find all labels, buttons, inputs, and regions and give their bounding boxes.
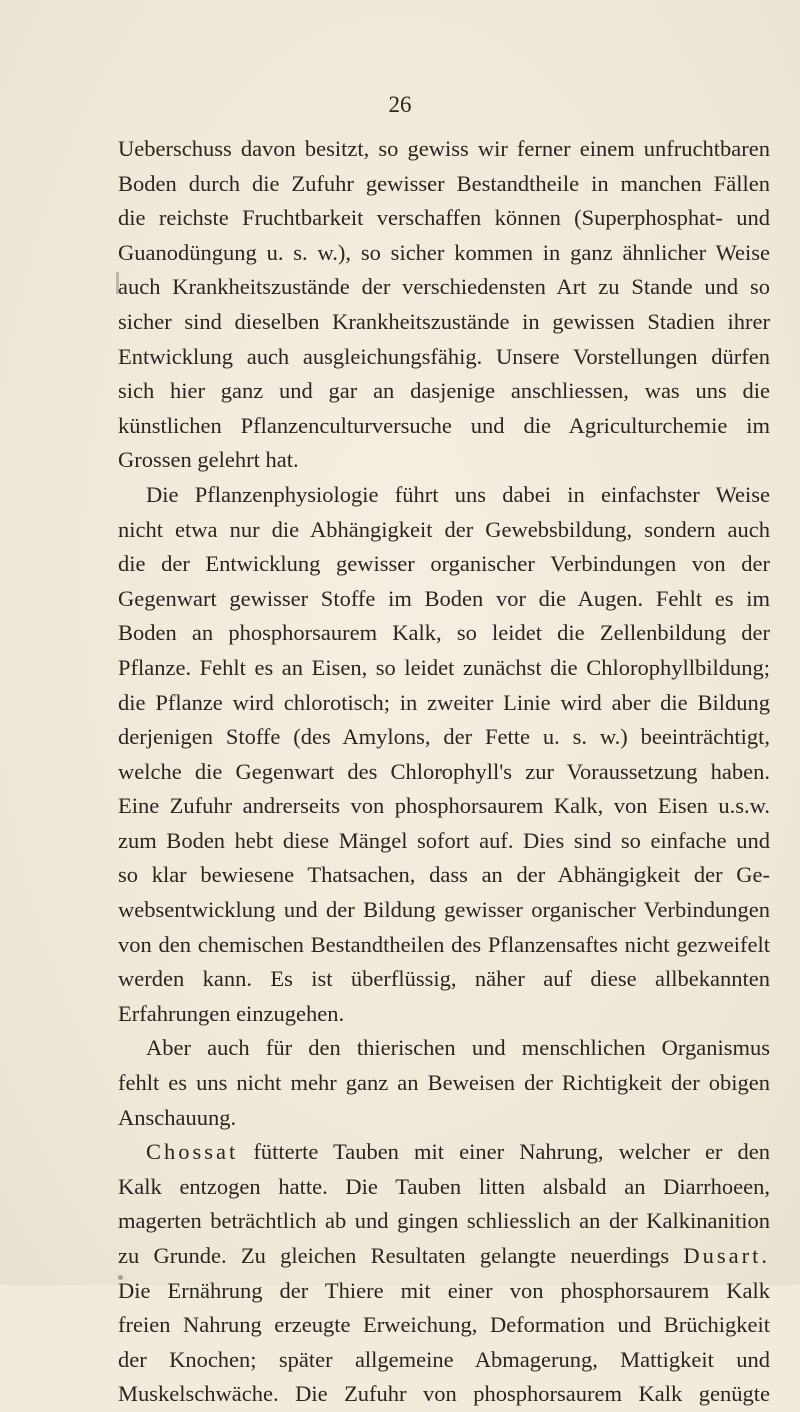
text-line: so klar bewiesene Thatsachen, dass an der Abhängigkeit der Ge- bbox=[118, 862, 770, 888]
text-line: Entwicklung auch ausgleichungsfähig. Unsere Vorstellungen dürfen bbox=[118, 343, 770, 369]
text-line: Boden durch die Zufuhr gewisser Bestandtheile in manchen Fällen bbox=[118, 170, 770, 196]
text-line: Anschauung. bbox=[118, 1104, 237, 1130]
text-line: welche die Gegenwart des Chlorophyll's zur Voraussetzung haben. bbox=[118, 758, 770, 784]
text-line: der Knochen; später allgemeine Abmagerung, Mattigkeit und bbox=[118, 1346, 770, 1372]
text-line: künstlichen Pflanzenculturversuche und die Agriculturchemie im bbox=[118, 412, 770, 438]
text-line: magerten beträchtlich ab und gingen schliesslich an der Kalkinanition bbox=[118, 1208, 770, 1234]
text-line bbox=[118, 1135, 770, 1170]
text-line: Eine Zufuhr andrerseits von phosphorsaurem Kalk, von Eisen u.s.w. bbox=[118, 793, 770, 819]
text-line bbox=[118, 1239, 770, 1274]
text-line: Die Pflanzenphysiologie führt uns dabei in einfachster Weise bbox=[146, 481, 770, 507]
text-line: zum Boden hebt diese Mängel sofort auf. Dies sind so einfache und bbox=[118, 827, 770, 853]
text-line: sich hier ganz und gar an dasjenige anschliessen, was uns die bbox=[118, 378, 770, 404]
text-line: Die Ernährung der Thiere mit einer von phosphorsaurem Kalk bbox=[118, 1277, 770, 1303]
text-line: Erfahrungen einzugehen. bbox=[118, 1000, 345, 1026]
text-line: Kalk entzogen hatte. Die Tauben litten alsbald an Diarrhoeen, bbox=[118, 1173, 770, 1199]
text-line: Guanodüngung u. s. w.), so sicher kommen in ganz ähnlicher Weise bbox=[118, 239, 770, 265]
text-line: werden kann. Es ist überflüssig, näher auf diese allbekannten bbox=[118, 966, 770, 992]
text-line: von den chemischen Bestandtheilen des Pflanzensaftes nicht gezweifelt bbox=[118, 931, 770, 957]
text-line: die der Entwicklung gewisser organischer Verbindungen von der bbox=[118, 551, 770, 577]
text-line-start: zu Grunde. Zu gleichen Resultaten gelangte neuerdings bbox=[118, 1243, 670, 1268]
text-line: Muskelschwäche. Die Zufuhr von phosphorsaurem Kalk genügte bbox=[118, 1381, 770, 1407]
text-line: derjenigen Stoffe (des Amylons, der Fette u. s. w.) beeinträchtigt, bbox=[118, 724, 770, 750]
text-line: auch Krankheitszustände der verschiedensten Art zu Stande und so bbox=[118, 274, 770, 300]
author-name-dusart: Dusart. bbox=[683, 1243, 770, 1268]
text-line: Aber auch für den thierischen und menschlichen Organismus bbox=[146, 1035, 770, 1061]
text-line: Boden an phosphorsaurem Kalk, so leidet die Zellenbildung der bbox=[118, 620, 770, 646]
text-line: Grossen gelehrt hat. bbox=[118, 447, 299, 473]
text-line: die Pflanze wird chlorotisch; in zweiter Linie wird aber die Bildung bbox=[118, 689, 770, 715]
body-text bbox=[118, 132, 770, 1412]
text-line: freien Nahrung erzeugte Erweichung, Deformation und Brüchigkeit bbox=[118, 1312, 770, 1338]
text-line: Pflanze. Fehlt es an Eisen, so leidet zunächst die Chlorophyllbildung; bbox=[118, 654, 770, 680]
text-line-remainder: fütterte Tauben mit einer Nahrung, welcher er den bbox=[253, 1139, 771, 1165]
author-name-chossat: Chossat bbox=[146, 1139, 239, 1165]
page-number: 26 bbox=[388, 92, 412, 117]
text-line: fehlt es uns nicht mehr ganz an Beweisen der Richtigkeit der obigen bbox=[118, 1070, 770, 1096]
text-line: Gegenwart gewisser Stoffe im Boden vor die Augen. Fehlt es im bbox=[118, 585, 770, 611]
text-line: sicher sind dieselben Krankheitszustände in gewissen Stadien ihrer bbox=[118, 308, 770, 334]
text-line: die reichste Fruchtbarkeit verschaffen können (Superphosphat- und bbox=[118, 205, 770, 231]
text-line: Ueberschuss davon besitzt, so gewiss wir ferner einem unfruchtbaren bbox=[118, 136, 770, 161]
text-line: nicht etwa nur die Abhängigkeit der Gewebsbildung, sondern auch bbox=[118, 516, 770, 542]
text-line: websentwicklung und der Bildung gewisser organischer Verbindungen bbox=[118, 897, 770, 923]
